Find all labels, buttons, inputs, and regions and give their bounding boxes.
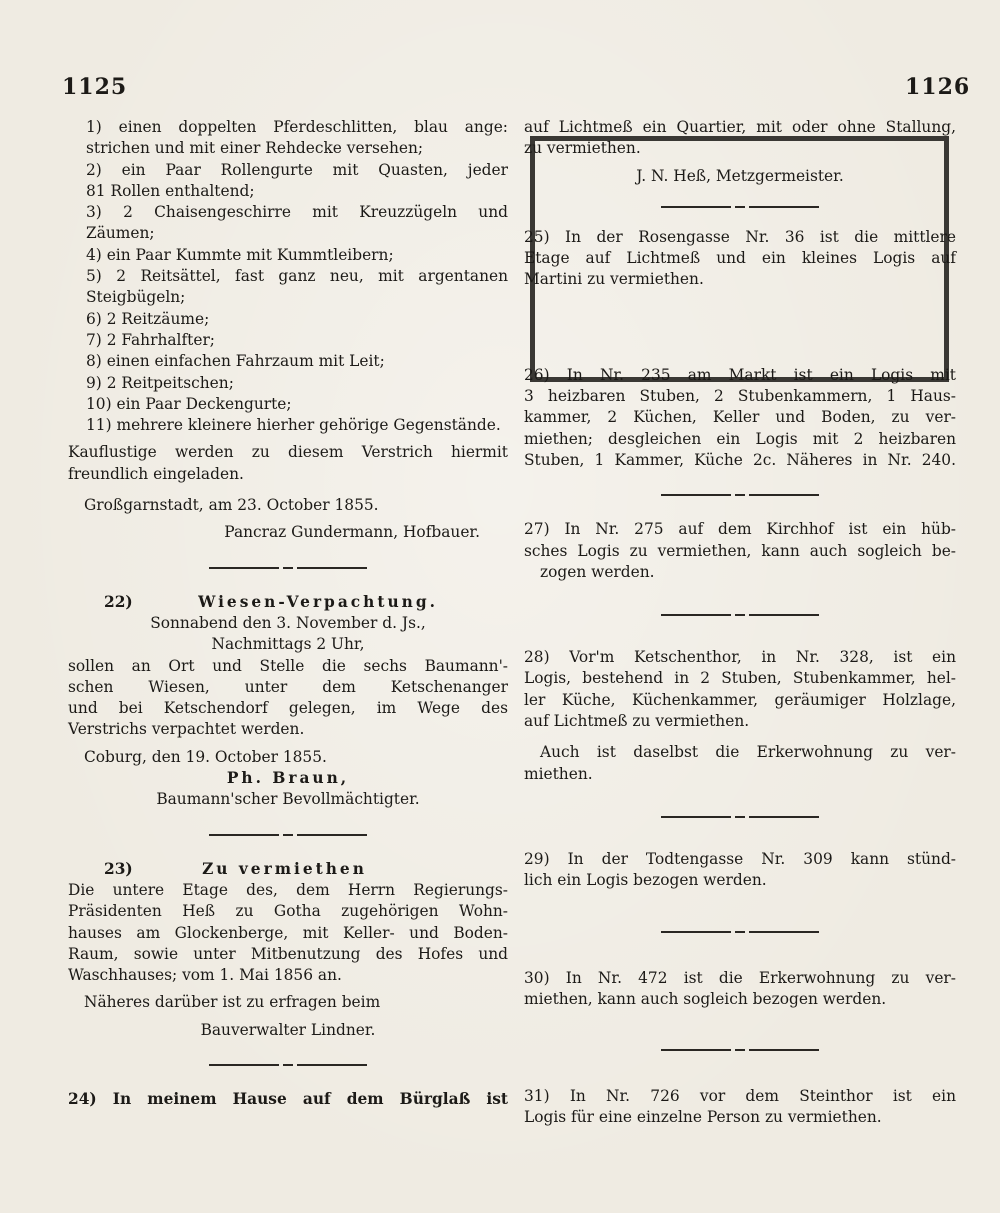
spacer: [524, 291, 956, 365]
ad23-contact: Bauverwalter Lindner.: [200, 1020, 376, 1039]
ad22-number: 22): [104, 592, 133, 611]
ad23-heading: [68, 859, 508, 880]
ad22-heading: [68, 592, 508, 613]
list-item-line: 2) ein Paar Rollengurte mit Quasten, jeder: [86, 160, 508, 179]
list-item-line: 1) einen doppelten Pferdeschlitten, blau ange:: [86, 118, 508, 136]
separator-rule: [68, 558, 508, 578]
ad26-line: 3 heizbaren Stuben, 2 Stubenkammern, 1 Haus-: [524, 387, 956, 406]
left-column: [68, 117, 508, 1110]
ad23-body-line: Waschhauses; vom 1. Mai 1856 an.: [68, 966, 342, 985]
separator-rule: [68, 825, 508, 845]
page-number-left: 1125: [62, 74, 128, 100]
list-item-line: 3) 2 Chaisengeschirre mit Kreuzzügeln und: [86, 203, 508, 222]
page-number-right: 1126: [905, 74, 971, 100]
ad31-line: 31) In Nr. 726 vor dem Steinthor ist ein: [524, 1087, 956, 1106]
ad23-body-line: Raum, sowie unter Mitbenutzung des Hofes und: [68, 944, 508, 963]
ad22-body-line: Verstrichs verpachtet werden.: [68, 720, 305, 739]
separator-rule: [68, 1055, 508, 1075]
ad23-body-line: Präsidenten Heß zu Gotha zugehörigen Wohn-: [68, 902, 508, 921]
list-item-line: Steigbügeln;: [86, 288, 186, 307]
ad29-line: lich ein Logis bezogen werden.: [524, 871, 767, 890]
list-item-line: 81 Rollen enthaltend;: [86, 181, 255, 200]
list-item-line: 11) mehrere kleinere hierher gehörige Gegenstände.: [86, 416, 501, 435]
ad26-line: 26) In Nr. 235 am Markt ist ein Logis mit: [524, 365, 956, 384]
separator-rule: [524, 485, 956, 505]
list-item-line: 7) 2 Fahrhalfter;: [86, 330, 215, 349]
separator-rule: [524, 807, 956, 827]
place-date: Großgarnstadt, am 23. October 1855.: [84, 496, 379, 515]
list-item-line: 8) einen einfachen Fahrzaum mit Leit;: [86, 352, 385, 371]
signature: Pancraz Gundermann, Hofbauer.: [224, 523, 480, 542]
ad24-signature: J. N. Heß, Metzgermeister.: [636, 166, 844, 185]
ad22-signature-name: Ph. Braun,: [226, 769, 350, 788]
list-item-line: 5) 2 Reitsättel, fast ganz neu, mit argentanen: [86, 267, 508, 286]
ad22-title: Wiesen-Verpachtung.: [198, 592, 438, 611]
ad23-body-line: Die untere Etage des, dem Herrn Regierungs-: [68, 880, 508, 899]
notice-line: Kauflustige werden zu diesem Verstrich hiermit: [68, 443, 508, 462]
ad27-line: 27) In Nr. 275 auf dem Kirchhof ist ein hüb-: [524, 520, 956, 539]
separator-rule: [524, 197, 956, 217]
ad22-date: Sonnabend den 3. November d. Js.,: [150, 613, 426, 632]
list-item-line: strichen und mit einer Rehdecke versehen;: [86, 139, 424, 158]
ad28-extra-line: Auch ist daselbst die Erkerwohnung zu ver-: [540, 743, 956, 762]
ad25-line: Martini zu vermiethen.: [524, 270, 704, 289]
separator-rule: [524, 1040, 956, 1060]
list-item-line: Zäumen;: [86, 224, 155, 243]
ad27-line: sches Logis zu vermiethen, kann auch sogleich be-: [524, 541, 956, 560]
auction-item-list: [68, 117, 508, 436]
separator-rule: [524, 605, 956, 625]
ad22-body-line: und bei Ketschendorf gelegen, im Wege des: [68, 699, 508, 718]
ad22-body-line: sollen an Ort und Stelle die sechs Baumann'-: [68, 656, 508, 675]
ad25-line: 25) In der Rosengasse Nr. 36 ist die mittlere: [524, 227, 956, 246]
list-item-line: 6) 2 Reitzäume;: [86, 309, 210, 328]
ad27-line: zogen werden.: [540, 562, 655, 581]
ad23-info: Näheres darüber ist zu erfragen beim: [84, 993, 381, 1012]
right-column: [524, 117, 956, 1129]
ad24-cont-line: auf Lichtmeß ein Quartier, mit oder ohne Stallung,: [524, 118, 956, 136]
ad22-body-line: schen Wiesen, unter dem Ketschenanger: [68, 677, 508, 696]
ad30-line: 30) In Nr. 472 ist die Erkerwohnung zu ver-: [524, 968, 956, 987]
ad28-line: Logis, bestehend in 2 Stuben, Stubenkammer, hel-: [524, 669, 956, 688]
ad26-line: kammer, 2 Küchen, Keller und Boden, zu ver-: [524, 408, 956, 427]
ad22-place-date: Coburg, den 19. October 1855.: [84, 747, 327, 766]
ad29-line: 29) In der Todtengasse Nr. 309 kann stünd-: [524, 849, 956, 868]
list-item-line: 9) 2 Reitpeitschen;: [86, 373, 234, 392]
ad26-line: miethen; desgleichen ein Logis mit 2 heizbaren: [524, 429, 956, 448]
ad28-line: ler Küche, Küchenkammer, geräumiger Holzlage,: [524, 690, 956, 709]
ad31-line: Logis für eine einzelne Person zu vermiethen.: [524, 1108, 882, 1127]
ad28-extra-line: miethen.: [524, 764, 593, 783]
ad22-signature-role: Baumann'scher Bevollmächtigter.: [156, 790, 420, 809]
list-item-line: 10) ein Paar Deckengurte;: [86, 394, 292, 413]
ad23-title: Zu vermiethen: [202, 859, 367, 878]
ad23-number: 23): [104, 859, 133, 878]
ad30-line: miethen, kann auch sogleich bezogen werden.: [524, 989, 887, 1008]
separator-rule: [524, 922, 956, 942]
ad28-line: auf Lichtmeß zu vermiethen.: [524, 712, 750, 731]
list-item-line: 4) ein Paar Kummte mit Kummtleibern;: [86, 245, 394, 264]
ad22-time: Nachmittags 2 Uhr,: [211, 635, 365, 654]
ad24-line: 24) In meinem Hause auf dem Bürglaß ist: [68, 1089, 508, 1108]
notice-line: freundlich eingeladen.: [68, 464, 244, 483]
ad26-line: Stuben, 1 Kammer, Küche 2c. Näheres in Nr. 240.: [524, 450, 956, 469]
ad23-body-line: hauses am Glockenberge, mit Keller- und Boden-: [68, 923, 508, 942]
ad25-line: Etage auf Lichtmeß und ein kleines Logis auf: [524, 249, 956, 268]
ad28-line: 28) Vor'm Ketschenthor, in Nr. 328, ist ein: [524, 648, 956, 667]
ad24-cont-line: zu vermiethen.: [524, 139, 641, 158]
